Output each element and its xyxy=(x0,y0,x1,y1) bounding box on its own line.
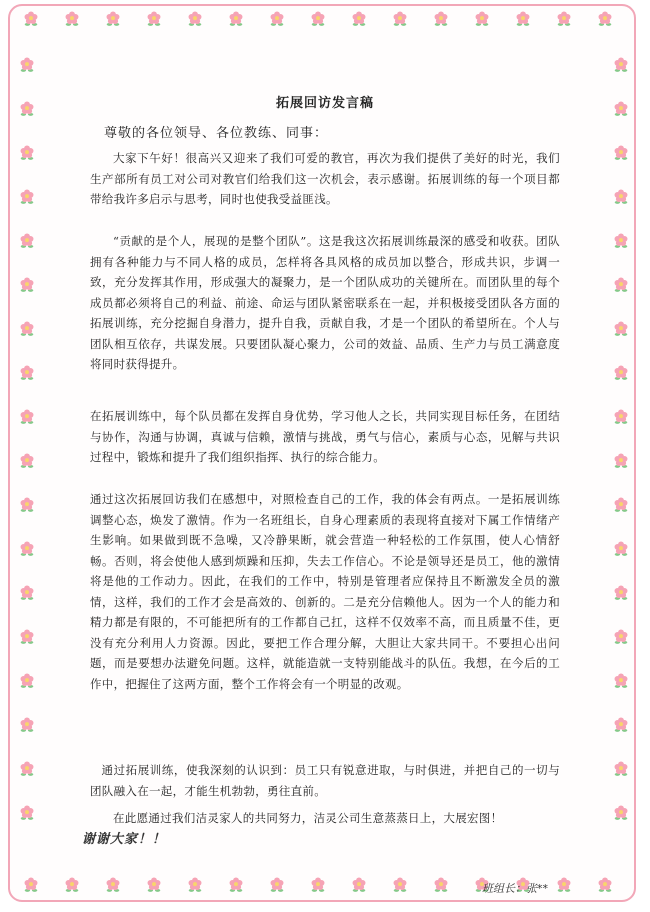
flower-icon xyxy=(145,10,163,28)
flower-icon xyxy=(612,232,630,250)
flower-icon xyxy=(18,628,36,646)
flower-icon xyxy=(18,276,36,294)
flower-icon xyxy=(596,876,614,894)
flower-icon xyxy=(18,320,36,338)
flower-icon xyxy=(514,10,532,28)
paragraph-2: “贡献的是个人，展现的是整个团队”。这是我这次拓展训练最深的感受和收获。团队拥有各种能力与不同人格的成员，怎样将各具风格的成员加以整合，形成共识，步调一致，充分发挥其作用，形成强大的凝聚力，是一个团队成功的关键所在。而团队里的每个成员都必须将自己的利益、前途、命运与团队紧密联系在一起，并积极接受团队各方面的拓展训练，充分挖掘自身潜力，提升自我，贡献自我，才是一个团队的希望所在。个人与团队相互依存，共谋发展。只要团队凝心聚力，公司的效益、品质、生产力与员工满意度将同时获得提升。 xyxy=(90,234,560,371)
flower-icon xyxy=(612,584,630,602)
flower-icon xyxy=(104,10,122,28)
flower-icon xyxy=(18,452,36,470)
flower-icon xyxy=(18,496,36,514)
flower-icon xyxy=(432,10,450,28)
paragraph-6: 在此愿通过我们洁灵家人的共同努力，洁灵公司生意蒸蒸日上，大展宏图！ xyxy=(113,811,503,825)
flower-icon xyxy=(350,876,368,894)
flower-icon xyxy=(612,452,630,470)
flower-icon xyxy=(612,672,630,690)
flower-icon xyxy=(612,100,630,118)
flower-icon xyxy=(186,876,204,894)
salutation: 尊敬的各位领导、各位教练、同事： xyxy=(104,126,329,141)
flower-icon xyxy=(596,10,614,28)
flower-icon xyxy=(612,144,630,162)
flower-icon xyxy=(612,716,630,734)
flower-icon xyxy=(612,628,630,646)
flower-icon xyxy=(309,10,327,28)
flower-icon xyxy=(186,10,204,28)
flower-icon xyxy=(555,10,573,28)
flower-icon xyxy=(63,876,81,894)
paragraph-4: 通过这次拓展回访我们在感想中，对照检查自己的工作，我的体会有两点。一是拓展训练调整心态，焕发了激情。作为一名班组长，自身心理素质的表现将直接对下属工作情绪产生影响。如果做到既不急噪，又冷静果断，就会营造一种轻松的工作氛围，使人心情舒畅。否则，将会使他人感到烦躁和压抑，失去工作信心。不论是领导还是员工，他的激情将是他的工作动力。因此，在我们的工作中，特别是管理者应保持且不断激发全员的激情，这样，我们的工作才会是高效的、创新的。二是充分信赖他人。因为一个人的能力和精力都是有限的，不可能把所有的工作都自己扛，这样不仅效率不高，而且质量不佳，更没有充分利用人力资源。因此，要把工作合理分解，大胆让大家共同干。不要担心出问题，而是要想办法避免问题。这样，就能造就一支特别能战斗的队伍。我想，在今后的工作中，把握住了这两方面，整个工作将会有一个明显的改观。 xyxy=(90,492,560,691)
flower-icon xyxy=(227,876,245,894)
flower-icon xyxy=(22,10,40,28)
flower-icon xyxy=(18,540,36,558)
flower-icon xyxy=(391,876,409,894)
flower-icon xyxy=(18,100,36,118)
document-title: 拓展回访发言稿 xyxy=(275,96,374,111)
flower-icon xyxy=(18,364,36,382)
flower-icon xyxy=(18,760,36,778)
flower-icon xyxy=(18,188,36,206)
flower-icon xyxy=(612,320,630,338)
flower-icon xyxy=(18,56,36,74)
flower-icon xyxy=(473,10,491,28)
flower-icon xyxy=(612,540,630,558)
flower-icon xyxy=(612,276,630,294)
flower-icon xyxy=(268,876,286,894)
flower-icon xyxy=(145,876,163,894)
paragraph-1: 大家下午好！很高兴又迎来了我们可爱的教官，再次为我们提供了美好的时光，我们生产部所有员工对公司对教官们给我们这一次机会，表示感谢。拓展训练的每一个项目都带给我许多启示与思考，同时也使我受益匪浅。 xyxy=(90,151,560,206)
paragraph-5: 通过拓展训练，使我深刻的认识到：员工只有锐意进取，与时俱进，并把自己的一切与团队融入在一起，才能生机勃勃，勇往直前。 xyxy=(90,763,560,798)
closing-thanks: 谢谢大家！！ xyxy=(82,832,167,847)
flower-icon xyxy=(18,232,36,250)
flower-icon xyxy=(612,364,630,382)
flower-icon xyxy=(612,496,630,514)
flower-icon xyxy=(555,876,573,894)
flower-icon xyxy=(612,188,630,206)
flower-icon xyxy=(18,408,36,426)
flower-icon xyxy=(432,876,450,894)
flower-icon xyxy=(391,10,409,28)
flower-icon xyxy=(612,804,630,822)
flower-icon xyxy=(612,408,630,426)
flower-icon xyxy=(18,584,36,602)
flower-icon xyxy=(18,672,36,690)
flower-icon xyxy=(22,876,40,894)
flower-icon xyxy=(268,10,286,28)
flower-icon xyxy=(612,56,630,74)
flower-icon xyxy=(18,804,36,822)
signature: 班组长：张** xyxy=(482,882,548,895)
flower-icon xyxy=(104,876,122,894)
flower-icon xyxy=(309,876,327,894)
flower-icon xyxy=(227,10,245,28)
paragraph-3: 在拓展训练中，每个队员都在发挥自身优势，学习他人之长，共同实现目标任务，在团结与协作，沟通与协调，真诚与信赖，激情与挑战，勇气与信心，素质与心态，见解与共识过程中，锻炼和提升了我们组织指挥、执行的综合能力。 xyxy=(90,409,560,464)
flower-icon xyxy=(63,10,81,28)
flower-icon xyxy=(350,10,368,28)
flower-icon xyxy=(18,144,36,162)
flower-icon xyxy=(18,716,36,734)
flower-icon xyxy=(612,760,630,778)
